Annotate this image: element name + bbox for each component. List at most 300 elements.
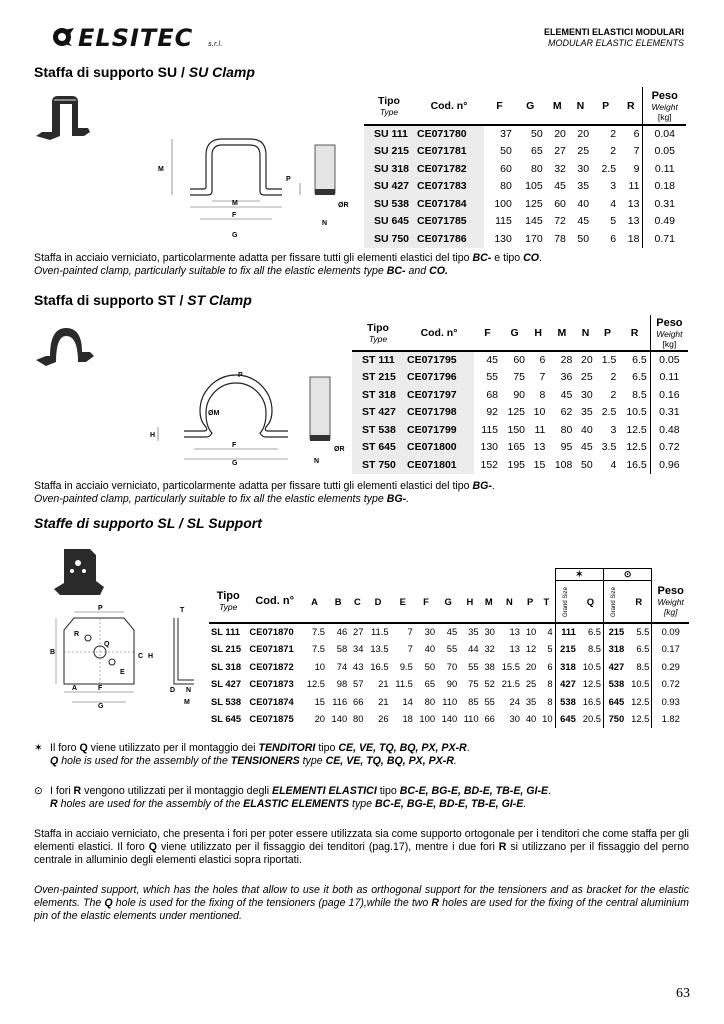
- value-cell: 30: [577, 162, 590, 175]
- code-cell: CE071785: [414, 213, 484, 231]
- value-cell: 140: [331, 713, 348, 725]
- value-cell: 80: [424, 695, 436, 707]
- value-cell: 5: [610, 215, 617, 228]
- table-row: [352, 404, 688, 422]
- value-cell: 57: [353, 678, 364, 690]
- value-cell: 12: [525, 643, 537, 655]
- value-cell: 50: [577, 232, 590, 245]
- value-cell: 15: [314, 695, 326, 707]
- su-clamp-drawing: [150, 135, 360, 245]
- type-cell: ST 111: [352, 351, 404, 369]
- value-cell: 43: [353, 660, 364, 672]
- value-cell: 25: [525, 678, 537, 690]
- value-cell: 538: [555, 693, 578, 711]
- value-cell: 105: [525, 180, 543, 193]
- value-cell: 12.5: [306, 678, 326, 690]
- table-row: [209, 658, 689, 676]
- svg-text:G: G: [98, 703, 104, 710]
- value-cell: 165: [507, 441, 526, 454]
- star-icon: ✶: [555, 569, 603, 581]
- value-cell: 45: [446, 626, 458, 638]
- value-cell: 3.5: [601, 441, 617, 454]
- su-title: Staffa di supporto SU / SU Clamp: [34, 64, 255, 80]
- value-cell: 44: [468, 643, 479, 655]
- value-cell: 7: [633, 145, 640, 158]
- table-row: [352, 456, 688, 474]
- type-cell: SU 215: [364, 143, 414, 161]
- value-cell: 0.96: [650, 456, 688, 474]
- value-cell: 5.5: [636, 626, 650, 638]
- value-cell: 5: [547, 643, 553, 655]
- table-row: [364, 213, 686, 231]
- code-cell: CE071796: [404, 369, 474, 387]
- value-cell: 100: [494, 197, 512, 210]
- table-row: [364, 160, 686, 178]
- su-table-body: [364, 125, 686, 248]
- st-dim-p: P: [238, 372, 243, 379]
- value-cell: 85: [468, 695, 479, 707]
- value-cell: 145: [525, 215, 543, 228]
- code-cell: CE071784: [414, 195, 484, 213]
- value-cell: 6.5: [587, 626, 601, 638]
- value-cell: 68: [486, 388, 499, 401]
- value-cell: 15.5: [501, 660, 520, 672]
- su-dim-m-vert: M: [158, 166, 164, 173]
- su-dim-r: ØR: [338, 202, 349, 209]
- value-cell: 15: [533, 458, 546, 471]
- value-cell: 6: [547, 660, 553, 672]
- st-desc-it: Staffa in acciaio verniciato, particolarmente adatta per fissare tutti gli elementi elastici del tipo BG-.: [34, 480, 495, 492]
- code-cell: CE071874: [249, 695, 294, 707]
- value-cell: 32: [484, 643, 495, 655]
- value-cell: 0.31: [643, 195, 686, 213]
- value-cell: 58: [336, 643, 348, 655]
- value-cell: 30: [509, 713, 520, 725]
- value-cell: 52: [484, 678, 495, 690]
- value-cell: 111: [555, 623, 578, 641]
- value-cell: 20: [580, 354, 593, 367]
- value-cell: 13: [509, 643, 520, 655]
- value-cell: 100: [419, 713, 436, 725]
- value-cell: 35: [468, 626, 479, 638]
- value-cell: 215: [603, 623, 626, 641]
- type-cell: SL 645: [211, 713, 242, 725]
- value-cell: 13: [509, 626, 520, 638]
- value-cell: 4: [610, 458, 617, 471]
- value-cell: 195: [507, 458, 526, 471]
- value-cell: 10: [314, 660, 326, 672]
- value-cell: 90: [446, 678, 458, 690]
- value-cell: 21: [378, 678, 389, 690]
- table-row: [209, 710, 689, 728]
- value-cell: 0.05: [643, 143, 686, 161]
- svg-text:D: D: [170, 687, 176, 694]
- st-table-body: [352, 351, 688, 474]
- table-row: [364, 125, 686, 143]
- value-cell: 20: [314, 713, 326, 725]
- value-cell: 2.5: [601, 406, 617, 419]
- su-clamp-photo: [32, 92, 92, 152]
- value-cell: 6: [610, 232, 617, 245]
- value-cell: 8: [547, 678, 553, 690]
- value-cell: 35: [580, 406, 593, 419]
- type-cell: SU 750: [364, 230, 414, 248]
- sl-support-photo: [50, 545, 106, 599]
- value-cell: 10: [542, 713, 553, 725]
- value-cell: 7: [407, 626, 413, 638]
- svg-text:T: T: [180, 607, 185, 614]
- value-cell: 0.11: [643, 160, 686, 178]
- value-cell: 66: [353, 695, 364, 707]
- code-cell: CE071871: [249, 643, 294, 655]
- svg-text:Q: Q: [104, 641, 110, 648]
- category-it: ELEMENTI ELASTICI MODULARI: [544, 27, 684, 37]
- sl-desc-en: Oven-painted support, which has the holes that allow to use it both as orthogonal support for the tensioners and as bracket for the elastic elements. The Q hole is used for the fixing of the tensioners (page 17),while the two R holes are used for the fixing of the central aluminium pin of the elastic elements under mentioned.: [34, 884, 689, 922]
- value-cell: 10.5: [631, 678, 650, 690]
- value-cell: 62: [560, 406, 573, 419]
- sl-table-body: [209, 623, 689, 728]
- value-cell: 34: [353, 643, 364, 655]
- value-cell: 78: [554, 232, 566, 245]
- su-table: Tipo Type Cod. n° F G M N P R Peso Weight [kg] SU 111 CE071780 37 50 20 20 2 6 0.04 SU 215 CE071781 50 65 27 25 2 7 0.05 SU 318 CE071782 60 80 32 30 2.5 9 0.11 SU 427 CE071783 80 105 45 35 3 11 0.18 SU 538 CE071784 100 125 60 40 4 13 0.31 SU 645 CE071785 115 145 72 45 5 13 0.49 SU 750 CE071786 130 170 78 50 6 18 0.71: [364, 87, 686, 248]
- value-cell: 28: [560, 354, 573, 367]
- value-cell: 20: [577, 128, 590, 141]
- target-circle-icon: ⊙: [34, 785, 43, 797]
- value-cell: 40: [577, 197, 590, 210]
- value-cell: 45: [486, 354, 499, 367]
- value-cell: 125: [525, 197, 543, 210]
- value-cell: 1.5: [601, 354, 617, 367]
- value-cell: 30: [424, 626, 436, 638]
- value-cell: 130: [480, 441, 499, 454]
- svg-text:H: H: [148, 653, 154, 660]
- type-cell: ST 538: [352, 421, 404, 439]
- value-cell: 645: [555, 710, 578, 728]
- value-cell: 16.5: [626, 458, 647, 471]
- value-cell: 8.5: [587, 643, 601, 655]
- code-cell: CE071797: [404, 386, 474, 404]
- value-cell: 60: [500, 162, 512, 175]
- value-cell: 0.18: [643, 178, 686, 196]
- svg-text:C: C: [138, 653, 144, 660]
- value-cell: 6: [539, 354, 546, 367]
- type-cell: ST 427: [352, 404, 404, 422]
- value-cell: 18: [627, 232, 640, 245]
- su-dim-f: F: [232, 212, 237, 219]
- st-dim-m: ØM: [208, 410, 220, 417]
- value-cell: 50: [531, 128, 543, 141]
- sl-desc-it: Staffa in acciaio verniciato, che presenta i fori per poter essere utilizzata sia come supporto ortogonale per i tenditori che come staffa per gli elementi elastici. Il foro Q viene utilizzato per il fissaggio dei tenditori (pag.17), mentre i due fori R si utilizzano per il fissaggio del perno centrale in alluminio degli elementi elastici sopra riportati.: [34, 828, 689, 866]
- su-dim-n: N: [322, 220, 328, 227]
- value-cell: 55: [484, 695, 495, 707]
- value-cell: 46: [336, 626, 348, 638]
- st-dim-g: G: [232, 460, 238, 467]
- value-cell: 6.5: [632, 371, 647, 384]
- type-cell: SU 427: [364, 178, 414, 196]
- value-cell: 45: [577, 215, 590, 228]
- value-cell: 36: [560, 371, 573, 384]
- value-cell: 0.71: [643, 230, 686, 248]
- value-cell: 25: [580, 371, 593, 384]
- table-row: [364, 230, 686, 248]
- value-cell: 75: [513, 371, 526, 384]
- su-desc-en: Oven-painted clamp, particularly suitable to fix all the elastic elements type BC- and CO.: [34, 265, 448, 277]
- table-row: [364, 195, 686, 213]
- code-cell: CE071873: [249, 678, 294, 690]
- st-dim-h: H: [150, 432, 156, 439]
- value-cell: 13.5: [370, 643, 389, 655]
- value-cell: 60: [513, 354, 526, 367]
- sl-title: Staffe di supporto SL / SL Support: [34, 515, 262, 531]
- elsitec-logo: [48, 22, 238, 52]
- value-cell: 6.5: [632, 354, 647, 367]
- svg-text:F: F: [98, 685, 103, 692]
- code-cell: CE071795: [404, 351, 474, 369]
- value-cell: 18: [402, 713, 413, 725]
- value-cell: 65: [424, 678, 436, 690]
- value-cell: 116: [332, 695, 348, 707]
- value-cell: 50: [500, 145, 512, 158]
- value-cell: 65: [531, 145, 543, 158]
- table-row: [209, 640, 689, 658]
- value-cell: 10.5: [582, 660, 601, 672]
- type-cell: SL 215: [211, 643, 242, 655]
- value-cell: 4: [547, 626, 553, 638]
- su-dim-g: G: [232, 232, 238, 239]
- value-cell: 32: [554, 162, 566, 175]
- value-cell: 2: [610, 128, 617, 141]
- value-cell: 11: [628, 180, 640, 193]
- su-dim-p: P: [286, 176, 291, 183]
- st-dim-n: N: [314, 458, 320, 465]
- value-cell: 55: [446, 643, 458, 655]
- value-cell: 75: [468, 678, 479, 690]
- value-cell: 2: [610, 145, 617, 158]
- value-cell: 20.5: [582, 713, 601, 725]
- value-cell: 30: [580, 388, 593, 401]
- table-row: [209, 623, 689, 641]
- value-cell: 30: [484, 626, 495, 638]
- value-cell: 45: [554, 180, 566, 193]
- value-cell: 9.5: [399, 660, 413, 672]
- value-cell: 80: [531, 162, 543, 175]
- type-cell: SL 111: [211, 626, 241, 638]
- svg-text:R: R: [74, 631, 80, 638]
- type-cell: ST 318: [352, 386, 404, 404]
- value-cell: 80: [500, 180, 512, 193]
- svg-text:s.r.l.: s.r.l.: [208, 40, 223, 48]
- svg-text:E: E: [120, 669, 125, 676]
- value-cell: 21: [378, 695, 389, 707]
- code-cell: CE071872: [249, 660, 294, 672]
- value-cell: 11.5: [395, 678, 413, 690]
- value-cell: 12.5: [582, 678, 601, 690]
- value-cell: 24: [509, 695, 520, 707]
- value-cell: 7.5: [311, 643, 326, 655]
- value-cell: 2: [610, 371, 617, 384]
- value-cell: 35: [577, 180, 590, 193]
- value-cell: 427: [555, 675, 578, 693]
- value-cell: 10.5: [626, 406, 647, 419]
- value-cell: 14: [402, 695, 413, 707]
- code-cell: CE071782: [414, 160, 484, 178]
- value-cell: 50: [580, 458, 593, 471]
- st-table: Tipo Type Cod. n° F G H M N P R Peso Weight [kg] ST 111 CE071795 45 60 6 28 20 1.5 6.5 0.05 ST 215 CE071796 55 75 7 36 25 2 6.5 0.11 ST 318 CE071797 68 90 8 45 30 2 8.5 0.16 ST 427 CE071798 92 125 10 62 35 2.5 10.5 0.31 ST 538 CE071799 115 150 11 80 40 3 12.5 0.48 ST 645 CE071800 130 165 13 95 45 3.5 12.5 0.72 ST 750 CE071801 152 195 15 108 50 4 16.5 0.96: [352, 315, 688, 474]
- type-cell: ST 215: [352, 369, 404, 387]
- value-cell: 115: [495, 215, 512, 228]
- value-cell: 92: [486, 406, 499, 419]
- value-cell: 318: [555, 658, 578, 676]
- st-dim-r: ØR: [334, 446, 345, 453]
- value-cell: 74: [336, 660, 348, 672]
- value-cell: 538: [603, 675, 626, 693]
- table-row: [364, 178, 686, 196]
- value-cell: 2: [610, 388, 617, 401]
- value-cell: 12.5: [631, 695, 650, 707]
- value-cell: 27: [353, 626, 364, 638]
- value-cell: 13: [627, 215, 640, 228]
- value-cell: 95: [560, 441, 573, 454]
- svg-text:B: B: [50, 649, 56, 656]
- value-cell: 13: [533, 441, 546, 454]
- table-row: [352, 369, 688, 387]
- value-cell: 125: [507, 406, 526, 419]
- value-cell: 72: [554, 215, 566, 228]
- value-cell: 108: [554, 458, 573, 471]
- code-cell: CE071799: [404, 421, 474, 439]
- table-row: [352, 421, 688, 439]
- value-cell: 4: [610, 197, 617, 210]
- code-cell: CE071783: [414, 178, 484, 196]
- value-cell: 10: [525, 626, 537, 638]
- type-cell: SU 645: [364, 213, 414, 231]
- value-cell: 70: [446, 660, 458, 672]
- value-cell: 20: [554, 128, 566, 141]
- value-cell: 215: [555, 640, 578, 658]
- value-cell: 20: [525, 660, 537, 672]
- svg-text:A: A: [72, 685, 78, 692]
- value-cell: 10: [533, 406, 546, 419]
- value-cell: 1.82: [652, 710, 689, 728]
- table-row: [352, 351, 688, 369]
- value-cell: 45: [560, 388, 573, 401]
- q-note: ✶ Il foro Q viene utilizzato per il montaggio dei TENDITORI tipo CE, VE, TQ, BQ, PX, PX-R. Q hole is used for the assembly of the TENSIONERS type CE, VE, TQ, BQ, PX, PX-R.: [34, 742, 470, 767]
- table-row: [352, 439, 688, 457]
- type-cell: SU 318: [364, 160, 414, 178]
- code-cell: CE071800: [404, 439, 474, 457]
- value-cell: 7: [539, 371, 546, 384]
- value-cell: 0.04: [643, 125, 686, 143]
- st-clamp-photo: [32, 322, 98, 372]
- value-cell: 27: [554, 145, 566, 158]
- code-cell: CE071780: [414, 125, 484, 143]
- value-cell: 8.5: [632, 388, 647, 401]
- value-cell: 11.5: [371, 626, 389, 638]
- value-cell: 40: [424, 643, 436, 655]
- value-cell: 9: [633, 162, 640, 175]
- value-cell: 318: [603, 640, 626, 658]
- value-cell: 115: [481, 423, 499, 436]
- svg-text:M: M: [184, 699, 190, 706]
- value-cell: 80: [353, 713, 364, 725]
- type-cell: SU 538: [364, 195, 414, 213]
- page-number: 63: [676, 986, 690, 1001]
- value-cell: 0.16: [650, 386, 688, 404]
- value-cell: 8.5: [636, 660, 650, 672]
- value-cell: 80: [560, 423, 573, 436]
- su-desc-it: Staffa in acciaio verniciato, particolarmente adatta per fissare tutti gli elementi elastici del tipo BC- e tipo CO.: [34, 252, 542, 264]
- st-dim-f: F: [232, 442, 237, 449]
- value-cell: 152: [480, 458, 499, 471]
- table-row: [209, 693, 689, 711]
- code-cell: CE071781: [414, 143, 484, 161]
- value-cell: 45: [580, 441, 593, 454]
- category-en: MODULAR ELASTIC ELEMENTS: [547, 38, 684, 48]
- value-cell: 3: [610, 180, 617, 193]
- value-cell: 7: [407, 643, 413, 655]
- sl-support-drawing: [34, 600, 204, 710]
- code-cell: CE071870: [249, 626, 294, 638]
- value-cell: 3: [610, 423, 617, 436]
- value-cell: 0.05: [650, 351, 688, 369]
- circle-icon: ⊙: [603, 569, 651, 581]
- st-clamp-drawing: [150, 365, 360, 473]
- value-cell: 38: [484, 660, 495, 672]
- value-cell: 8: [539, 388, 546, 401]
- value-cell: 0.17: [652, 640, 689, 658]
- st-desc-en: Oven-painted clamp, particularly suitable to fix all the elastic elements type BG-.: [34, 493, 410, 505]
- col-tipo: Tipo: [378, 94, 400, 107]
- type-cell: ST 750: [352, 456, 404, 474]
- value-cell: 90: [513, 388, 526, 401]
- value-cell: 0.29: [652, 658, 689, 676]
- value-cell: 55: [468, 660, 479, 672]
- sl-table: ✶ ⊙ Tipo Type Cod. n° A B C D E F G H M N P T Grand Size Q Grand Size R Peso Weight [kg] SL 111 CE071870 7.5 46 27 11.5 7 30 45 35 30 13 10 4 111 6.5 215 5.5 0.09 SL 215 CE071871 7.5 58 34 13.5 7 40 55 44 32 13 12 5 215 8.5 318 6.5 0.17 SL 318 CE071872 10 74 43 16.5 9.5 50 70 55 38 15.5 20 6 318 10.5 427 8.5 0.29 SL 427 CE071873 12.5 98 57 21 11.5 65 90 75 52 21.5 25 8 427 12.5 538 10.5 0.72 SL 538 CE071874 15 116 66 21 14 80 110 85 55 24 35 8 538 16.5 645 12.5 0.93 SL 645 CE071875 20 140 80 26 18 100 140 110 66 30 40 10 645 20.5 750 12.5 1.82: [209, 568, 689, 728]
- asterisk-icon: ✶: [34, 742, 43, 754]
- value-cell: 110: [463, 713, 479, 725]
- value-cell: 0.72: [652, 675, 689, 693]
- value-cell: 6.5: [636, 643, 650, 655]
- value-cell: 60: [554, 197, 566, 210]
- code-cell: CE071801: [404, 456, 474, 474]
- value-cell: 7.5: [311, 626, 326, 638]
- value-cell: 66: [484, 713, 495, 725]
- value-cell: 12.5: [626, 423, 647, 436]
- svg-text:ELSITEC: ELSITEC: [78, 24, 194, 52]
- value-cell: 750: [603, 710, 626, 728]
- value-cell: 25: [577, 145, 590, 158]
- value-cell: 110: [442, 695, 458, 707]
- value-cell: 6: [633, 128, 640, 141]
- value-cell: 12.5: [626, 441, 647, 454]
- value-cell: 0.31: [650, 404, 688, 422]
- value-cell: 21.5: [501, 678, 520, 690]
- type-cell: SL 538: [211, 695, 242, 707]
- value-cell: 11: [534, 423, 546, 436]
- value-cell: 16.5: [582, 695, 601, 707]
- value-cell: 0.49: [643, 213, 686, 231]
- type-cell: SL 427: [211, 678, 242, 690]
- value-cell: 40: [525, 713, 537, 725]
- value-cell: 150: [507, 423, 526, 436]
- su-dim-m: M: [232, 200, 238, 207]
- value-cell: 37: [500, 128, 512, 141]
- value-cell: 0.09: [652, 623, 689, 641]
- value-cell: 170: [525, 232, 543, 245]
- value-cell: 2.5: [601, 162, 617, 175]
- value-cell: 0.93: [652, 693, 689, 711]
- code-cell: CE071875: [249, 713, 294, 725]
